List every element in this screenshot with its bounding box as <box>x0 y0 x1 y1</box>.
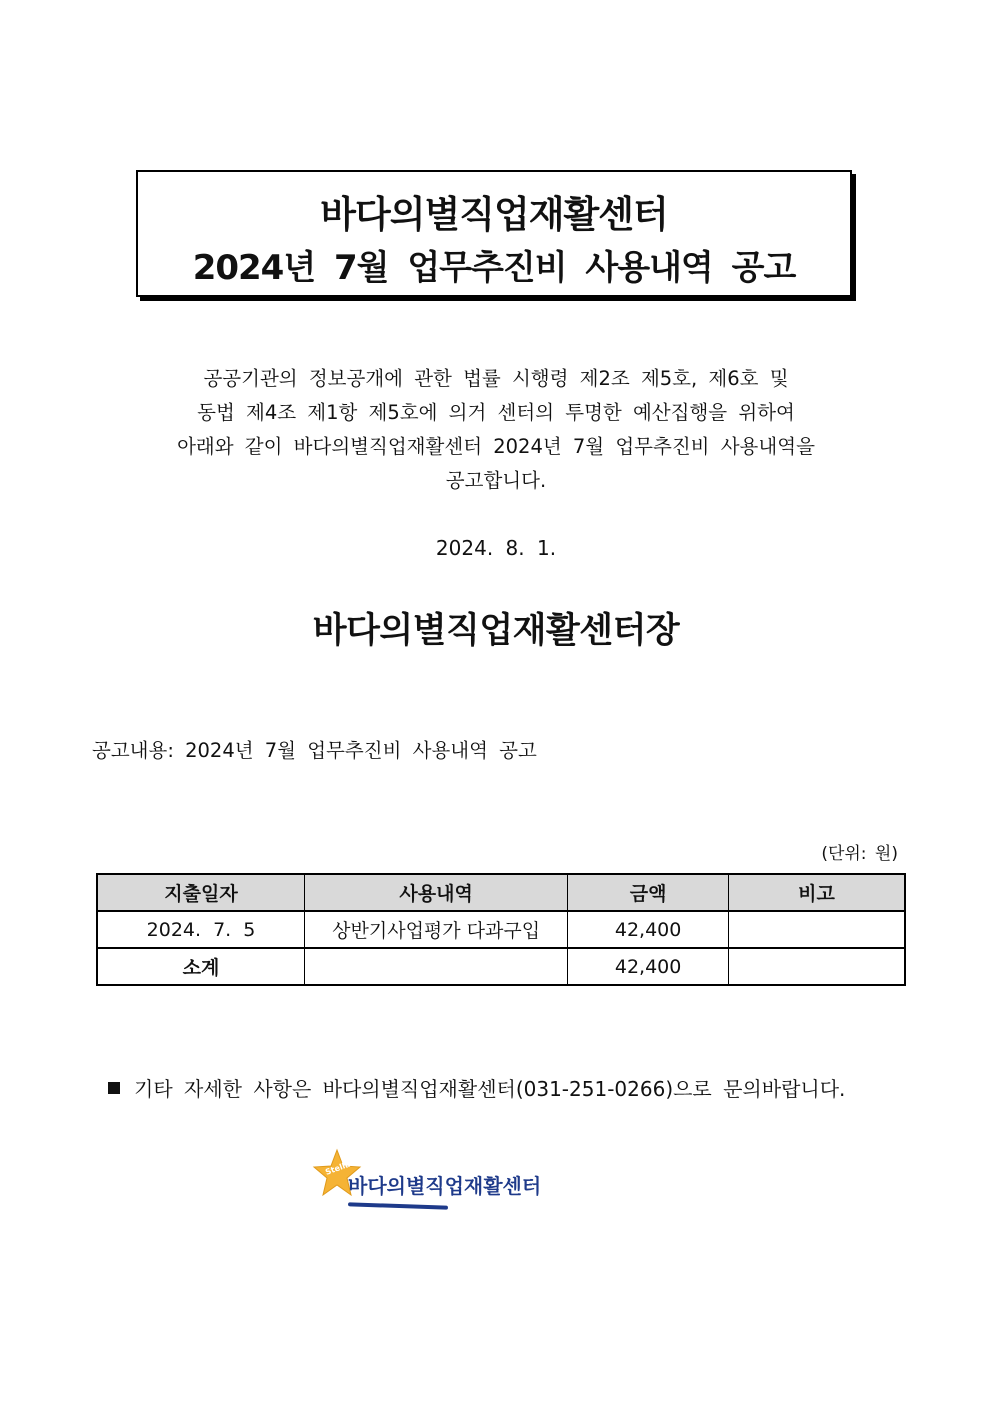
cell-description: 상반기사업평가 다과구입 <box>305 911 568 948</box>
footer-note-text: 기타 자세한 사항은 바다의별직업재활센터(031-251-0266)으로 문의바랍니다. <box>134 1077 846 1101</box>
table-total-row <box>97 948 905 985</box>
cell-remarks <box>728 911 905 948</box>
center-logo <box>312 1148 682 1228</box>
signer-name: 바다의별직업재활센터장 <box>312 611 680 651</box>
notice-content-label: 공고내용: 2024년 7월 업무추진비 사용내역 공고 <box>92 739 537 762</box>
cell-amount: 42,400 <box>568 911 729 948</box>
header-date: 지출일자 <box>97 874 305 911</box>
header-description: 사용내역 <box>305 874 568 911</box>
logo-text: 바다의별직업재활센터 <box>348 1174 542 1198</box>
square-bullet-icon <box>108 1082 120 1094</box>
footer-note <box>108 1073 845 1102</box>
intro-line-1: 공공기관의 정보공개에 관한 법률 시행령 제2조 제5호, 제6호 및 <box>203 367 789 390</box>
cell-date: 2024. 7. 5 <box>97 911 305 948</box>
page-title: 바다의별직업재활센터 <box>320 193 668 236</box>
total-label: 소계 <box>97 948 305 985</box>
total-description <box>305 948 568 985</box>
intro-line-4: 공고합니다. <box>445 469 547 492</box>
header-amount: 금액 <box>568 874 729 911</box>
intro-line-3: 아래와 같이 바다의별직업재활센터 2024년 7월 업무추진비 사용내역을 <box>177 435 815 458</box>
table-header-row <box>97 874 905 911</box>
expense-table-wrapper <box>96 873 908 986</box>
total-remarks <box>728 948 905 985</box>
title-box <box>136 170 852 297</box>
expense-table <box>96 873 906 986</box>
page-subtitle: 2024년 7월 업무추진비 사용내역 공고 <box>192 248 796 288</box>
logo-underline <box>348 1202 448 1209</box>
intro-line-2: 동법 제4조 제1항 제5호에 의거 센터의 투명한 예산집행을 위하여 <box>197 401 795 424</box>
table-row <box>97 911 905 948</box>
total-amount: 42,400 <box>568 948 729 985</box>
unit-label: (단위: 원) <box>821 844 898 864</box>
logo-star-text: Stella Maris <box>324 1150 378 1177</box>
header-remarks: 비고 <box>728 874 905 911</box>
notice-date: 2024. 8. 1. <box>435 536 557 560</box>
